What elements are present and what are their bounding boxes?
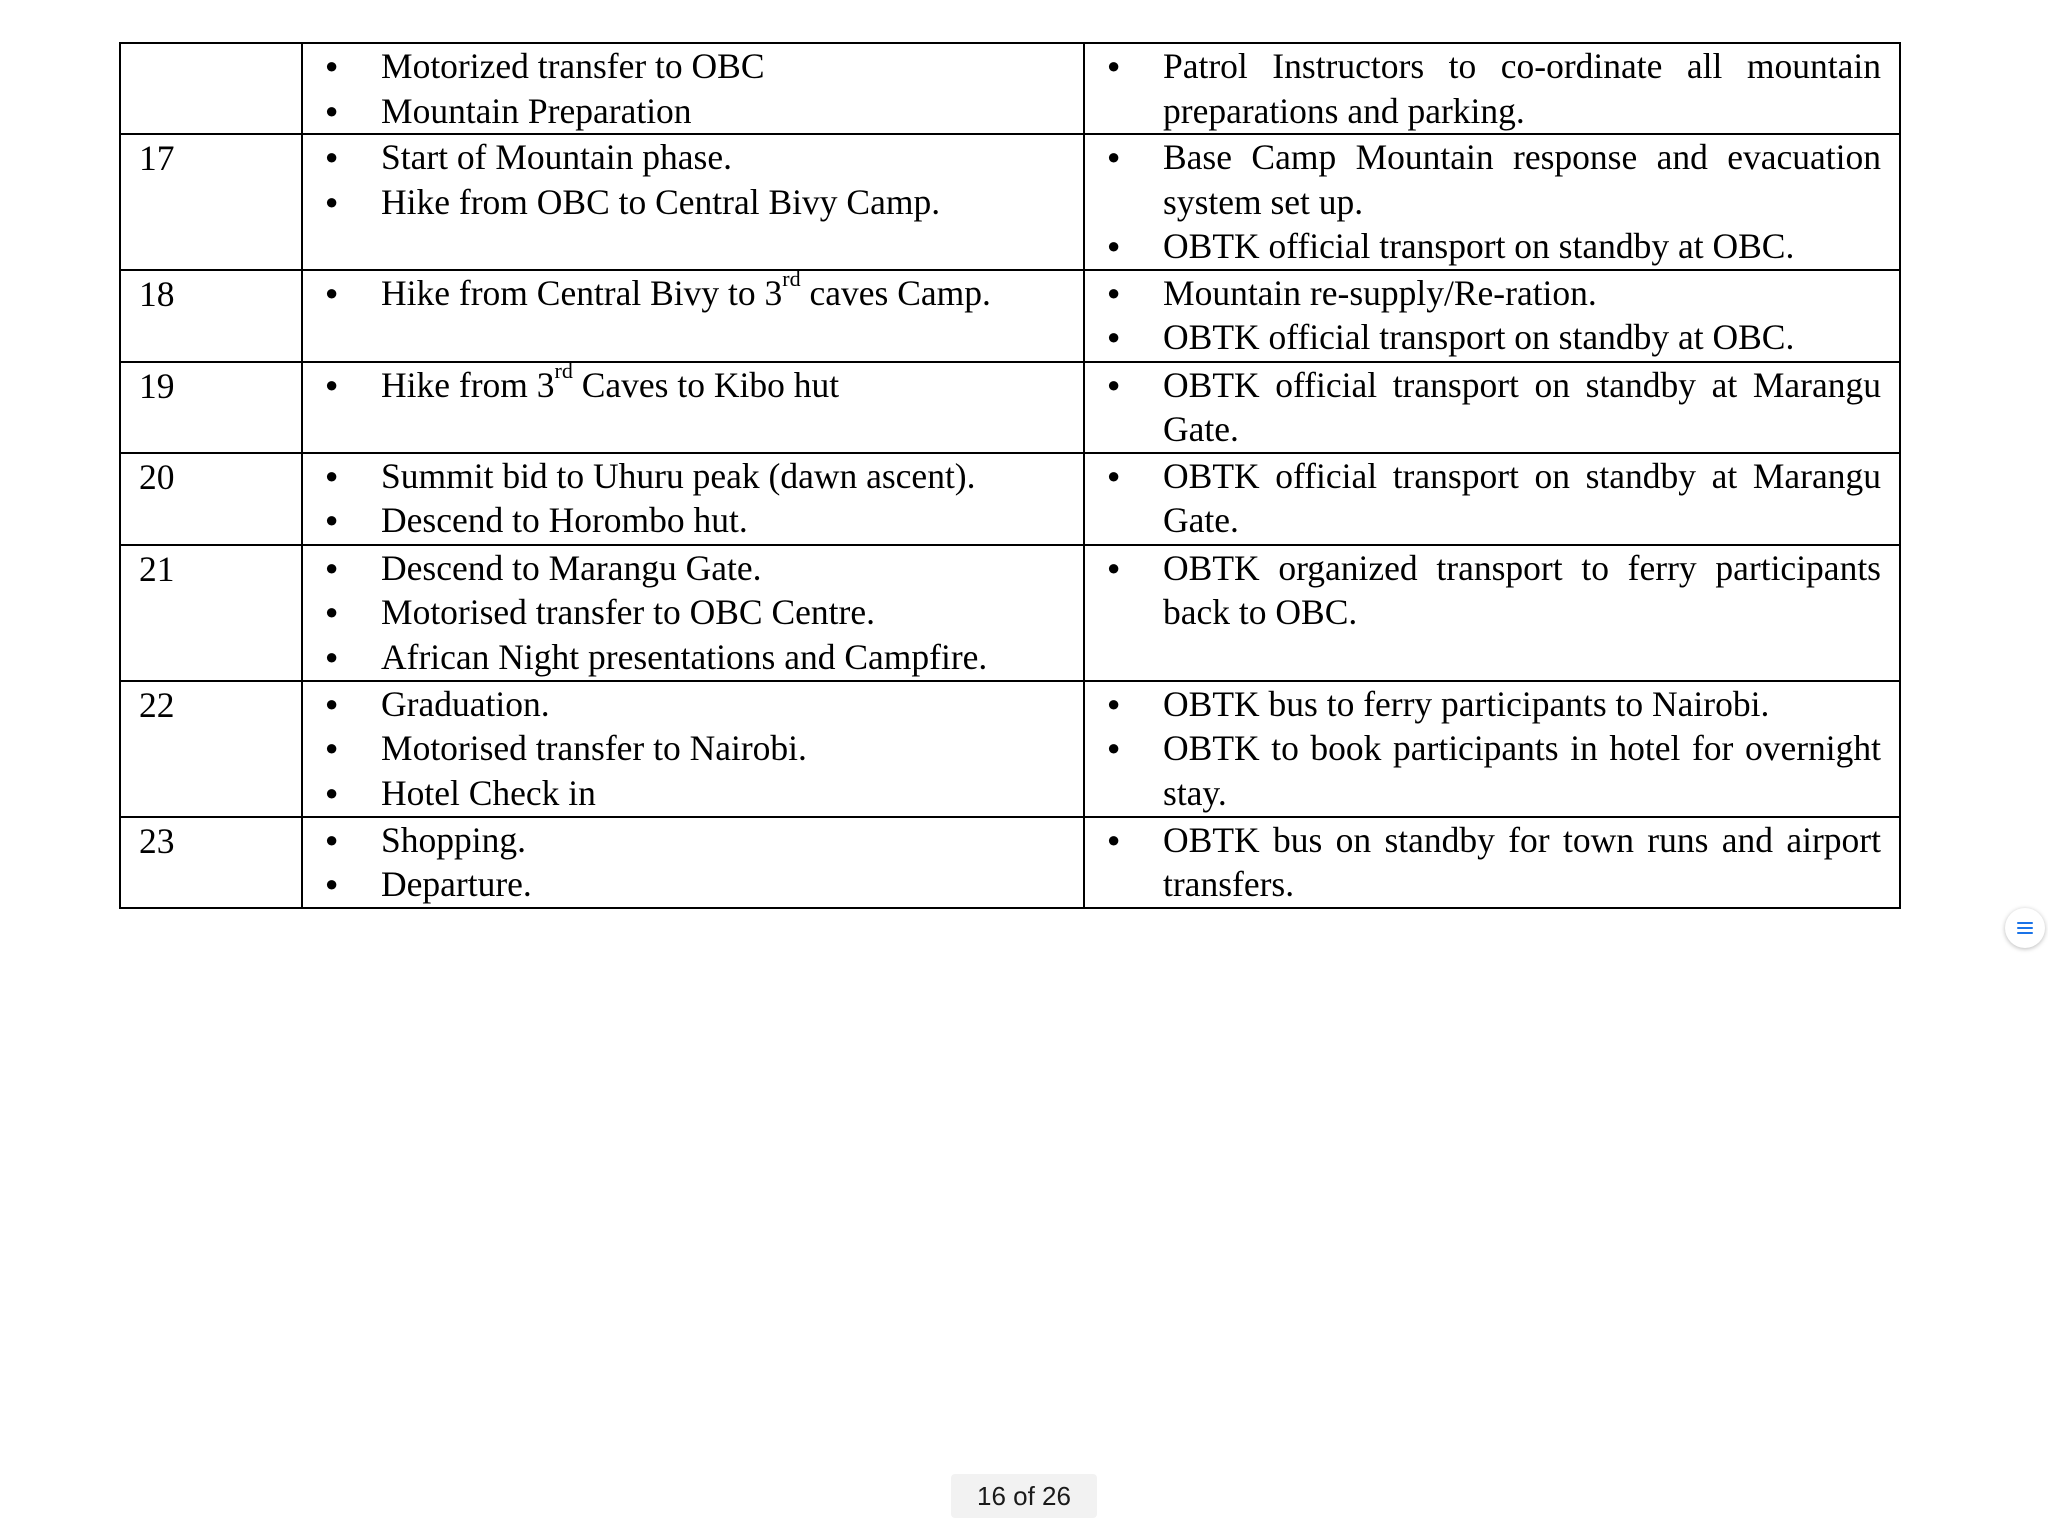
support-item: ● OBTK official transport on standby at OBC. (1085, 315, 1899, 360)
activity-cell (302, 134, 1084, 270)
activity-item: ● Motorised transfer to Nairobi. (303, 726, 1083, 771)
activity-item (303, 266, 1083, 316)
activity-text: Hike from Central Bivy to 3 (381, 272, 783, 313)
activity-list (303, 818, 1083, 907)
activity-item: ● Mountain Preparation (303, 89, 1083, 134)
support-item: ● OBTK official transport on standby at OBC. (1085, 224, 1899, 269)
day-cell (120, 270, 302, 362)
activity-list (303, 454, 1083, 543)
outline-button[interactable] (2005, 908, 2045, 948)
activity-cell (302, 545, 1084, 681)
support-item: ● OBTK organized transport to ferry participants back to OBC. (1085, 546, 1899, 635)
activity-item: ● African Night presentations and Campfire. (303, 635, 1083, 680)
day-number: 17 (139, 138, 175, 178)
activity-cell (302, 43, 1084, 134)
ordinal-suffix: rd (782, 266, 801, 292)
support-item: ● OBTK bus on standby for town runs and airport transfers. (1085, 818, 1899, 907)
day-cell (120, 362, 302, 453)
activity-cell (302, 817, 1084, 908)
day-cell (120, 817, 302, 908)
activity-item: ● Hotel Check in (303, 771, 1083, 816)
schedule-row (120, 270, 1900, 362)
support-cell (1084, 43, 1900, 134)
activity-item: ● Hike from OBC to Central Bivy Camp. (303, 180, 1083, 225)
schedule-row (120, 134, 1900, 270)
day-number: 19 (139, 365, 175, 406)
day-number: 23 (139, 820, 175, 861)
support-list (1085, 44, 1899, 133)
activity-cell (302, 266, 1084, 362)
support-list (1085, 363, 1899, 452)
day-cell (120, 453, 302, 545)
day-cell (120, 134, 302, 270)
day-cell (120, 681, 302, 817)
activity-item: ● Descend to Horombo hut. (303, 498, 1083, 543)
activity-list (303, 682, 1083, 816)
schedule-row (120, 362, 1900, 453)
support-cell (1084, 545, 1900, 681)
support-cell (1084, 817, 1900, 908)
schedule-table-body (120, 43, 1900, 908)
activity-item: ● Descend to Marangu Gate. (303, 546, 1083, 591)
activity-item: ● Departure. (303, 862, 1083, 907)
support-item: ● OBTK bus to ferry participants to Nairobi. (1085, 682, 1899, 727)
activity-item (303, 358, 1083, 408)
day-cell (120, 545, 302, 681)
support-cell (1084, 270, 1900, 362)
schedule-row (120, 453, 1900, 545)
page-indicator: 16 of 26 (951, 1474, 1097, 1518)
support-cell (1084, 362, 1900, 453)
activity-text: caves Camp. (800, 272, 991, 313)
day-number: 20 (139, 456, 175, 497)
day-number: 22 (139, 684, 175, 725)
activity-item: ● Shopping. (303, 818, 1083, 863)
day-number (139, 44, 301, 45)
day-number: 18 (139, 273, 175, 314)
schedule-table (119, 42, 1901, 909)
schedule-row (120, 545, 1900, 681)
support-list (1085, 682, 1899, 816)
schedule-row (120, 43, 1900, 134)
activity-item: ● Motorised transfer to OBC Centre. (303, 590, 1083, 635)
support-item: ● Mountain re-supply/Re-ration. (1085, 271, 1899, 316)
support-cell (1084, 681, 1900, 817)
support-cell (1084, 134, 1900, 270)
activity-item: ● Graduation. (303, 682, 1083, 727)
support-item: ● OBTK to book participants in hotel for overnight stay. (1085, 726, 1899, 815)
activity-text: Caves to Kibo hut (572, 364, 840, 405)
support-item: ● OBTK official transport on standby at Marangu Gate. (1085, 363, 1899, 452)
activity-item: ● Summit bid to Uhuru peak (dawn ascent). (303, 454, 1083, 499)
activity-cell (302, 358, 1084, 453)
day-number: 21 (139, 548, 175, 589)
schedule-row (120, 681, 1900, 817)
support-list (1085, 135, 1899, 269)
activity-list (303, 266, 1083, 316)
support-item: ● OBTK official transport on standby at Marangu Gate. (1085, 454, 1899, 543)
support-item: ● Patrol Instructors to co-ordinate all mountain preparations and parking. (1085, 44, 1899, 133)
activity-item: ● Motorized transfer to OBC (303, 44, 1083, 89)
day-cell (120, 43, 302, 134)
support-list (1085, 454, 1899, 543)
activity-list (303, 358, 1083, 408)
activity-list (303, 135, 1083, 224)
schedule-row (120, 817, 1900, 908)
activity-cell (302, 453, 1084, 545)
support-list (1085, 546, 1899, 635)
support-cell (1084, 453, 1900, 545)
activity-cell (302, 681, 1084, 817)
support-item: ● Base Camp Mountain response and evacuation system set up. (1085, 135, 1899, 224)
ordinal-suffix: rd (554, 358, 573, 384)
activity-text: Hike from 3 (381, 364, 555, 405)
support-list (1085, 271, 1899, 360)
list-lines-icon (2016, 920, 2034, 936)
support-list (1085, 818, 1899, 907)
activity-list (303, 44, 1083, 133)
activity-list (303, 546, 1083, 680)
activity-item: ● Start of Mountain phase. (303, 135, 1083, 180)
